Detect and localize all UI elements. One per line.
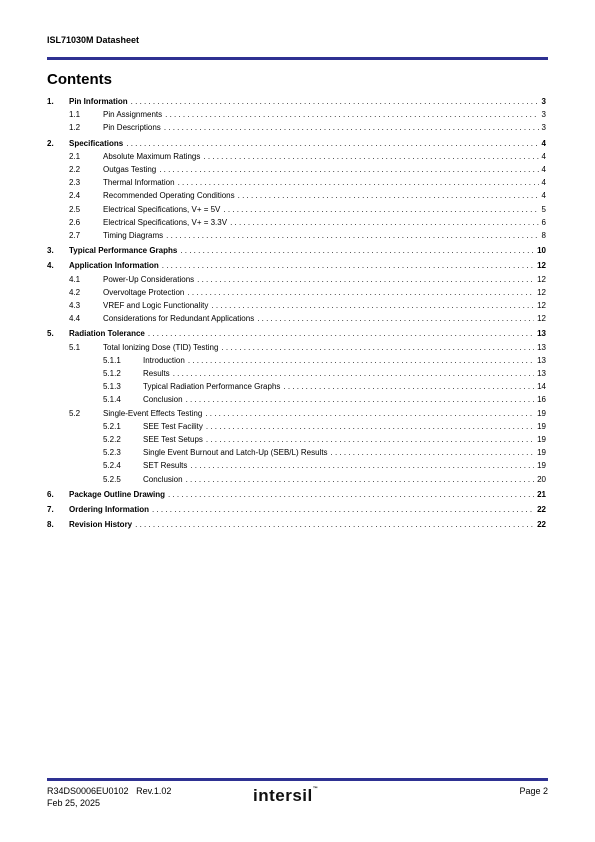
toc-entry[interactable] xyxy=(47,204,546,216)
toc-entry-number: 2.4 xyxy=(69,191,81,201)
toc-entry-number: 5.2.2 xyxy=(103,435,121,444)
toc-leader-dots xyxy=(186,394,535,406)
toc-entry-number: 2.2 xyxy=(69,165,81,174)
toc-entry-title: Considerations for Redundant Applications xyxy=(103,314,255,324)
toc-leader-dots xyxy=(126,138,538,150)
toc-entry-title: Single Event Burnout and Latch-Up (SEB/L) Results xyxy=(143,448,328,458)
toc-entry-number: 2.7 xyxy=(69,231,81,240)
toc-entry[interactable] xyxy=(47,489,546,501)
logo-text: intersil xyxy=(253,786,313,805)
toc-entry-number: 2.5 xyxy=(69,204,81,214)
toc-entry-number: 2.3 xyxy=(69,178,81,188)
toc-entry[interactable] xyxy=(47,190,546,202)
toc-entry-page: 22 xyxy=(537,520,546,530)
toc-entry-number: 5.1.2 xyxy=(103,369,121,378)
toc-leader-dots xyxy=(211,300,534,312)
toc-leader-dots xyxy=(257,313,534,325)
toc-entry-page: 13 xyxy=(537,342,546,352)
intersil-logo xyxy=(253,786,318,806)
toc-entry-number: 5.2.1 xyxy=(103,421,121,431)
toc-entry-number: 5.1.1 xyxy=(103,355,121,365)
toc-entry-number: 4.3 xyxy=(69,301,81,310)
toc-entry-title: Power-Up Considerations xyxy=(103,274,195,284)
toc-leader-dots xyxy=(230,217,538,229)
toc-entry-number: 6. xyxy=(47,489,54,499)
toc-entry[interactable] xyxy=(47,504,546,516)
toc-entry-page: 19 xyxy=(537,408,546,418)
toc-entry-page: 3 xyxy=(541,97,546,106)
toc-entry-page: 12 xyxy=(537,274,546,284)
toc-leader-dots xyxy=(164,122,539,134)
toc-leader-dots xyxy=(206,421,534,433)
toc-entry-number: 2.1 xyxy=(69,151,81,161)
toc-entry-title: Recommended Operating Conditions xyxy=(103,191,235,201)
toc-entry-page: 5 xyxy=(541,204,546,214)
toc-entry-number: 7. xyxy=(47,505,54,514)
toc-entry[interactable] xyxy=(47,460,546,472)
toc-entry-page: 13 xyxy=(537,355,546,365)
toc-entry[interactable] xyxy=(47,313,546,325)
toc-leader-dots xyxy=(188,355,534,367)
toc-entry[interactable] xyxy=(47,300,546,312)
toc-entry-number: 2.6 xyxy=(69,217,81,227)
toc-entry[interactable] xyxy=(47,447,546,459)
toc-leader-dots xyxy=(238,190,539,202)
toc-entry[interactable] xyxy=(47,474,546,486)
toc-entry-page: 20 xyxy=(537,474,546,484)
toc-entry-number: 4. xyxy=(47,261,54,271)
toc-entry[interactable] xyxy=(47,408,546,420)
toc-entry-title: Revision History xyxy=(69,520,133,530)
toc-entry-title: Conclusion xyxy=(143,474,183,484)
toc-entry-page: 4 xyxy=(541,165,546,174)
toc-entry[interactable] xyxy=(47,519,546,531)
toc-entry-title: Pin Assignments xyxy=(103,110,163,120)
toc-entry-title: Total Ionizing Dose (TID) Testing xyxy=(103,342,219,352)
toc-entry-title: SEE Test Setups xyxy=(143,435,203,444)
toc-entry-number: 5.1.4 xyxy=(103,395,121,405)
toc-entry[interactable] xyxy=(47,434,546,446)
toc-entry-number: 5.1 xyxy=(69,342,81,352)
footer-doc-info xyxy=(47,785,171,809)
toc-entry-title: Typical Radiation Performance Graphs xyxy=(143,382,281,392)
document-title: ISL71030M Datasheet xyxy=(47,35,140,45)
toc-entry-page: 4 xyxy=(541,178,546,188)
toc-entry[interactable] xyxy=(47,230,546,242)
toc-entry-title: Thermal Information xyxy=(103,178,175,188)
toc-entry[interactable] xyxy=(47,381,546,393)
toc-entry-title: Results xyxy=(143,369,170,378)
toc-entry-page: 13 xyxy=(537,329,546,339)
toc-leader-dots xyxy=(135,519,534,531)
toc-leader-dots xyxy=(166,230,538,242)
toc-entry-page: 3 xyxy=(541,123,546,133)
toc-leader-dots xyxy=(165,109,538,121)
toc-entry-title: Single-Event Effects Testing xyxy=(103,408,203,418)
toc-entry-number: 8. xyxy=(47,520,54,530)
toc-entry-number: 3. xyxy=(47,246,54,256)
toc-entry-title: Electrical Specifications, V+ = 5V xyxy=(103,204,221,214)
toc-entry-page: 6 xyxy=(541,217,546,227)
toc-entry-page: 4 xyxy=(541,151,546,161)
toc-entry-number: 5.2 xyxy=(69,408,81,418)
toc-entry[interactable] xyxy=(47,260,546,272)
doc-number: R34DS0006EU0102 xyxy=(47,786,129,796)
page-number: Page 2 xyxy=(519,786,548,796)
doc-revision: Rev.1.02 xyxy=(136,786,172,796)
toc-entry-page: 19 xyxy=(537,448,546,458)
toc-entry-number: 4.1 xyxy=(69,274,81,284)
toc-entry-page: 14 xyxy=(537,382,546,392)
toc-entry-number: 1.1 xyxy=(69,110,81,120)
toc-entry-title: Application Information xyxy=(69,261,159,271)
toc-entry-title: SET Results xyxy=(143,461,188,471)
toc-entry[interactable] xyxy=(47,138,546,150)
footer-rule xyxy=(47,778,548,781)
toc-entry-page: 12 xyxy=(537,314,546,324)
toc-entry-title: Introduction xyxy=(143,355,185,365)
toc-entry[interactable] xyxy=(47,355,546,367)
toc-entry[interactable] xyxy=(47,177,546,189)
toc-leader-dots xyxy=(206,434,534,446)
toc-entry-page: 19 xyxy=(537,435,546,444)
toc-leader-dots xyxy=(223,204,538,216)
toc-entry-title: Pin Information xyxy=(69,97,128,106)
toc-leader-dots xyxy=(159,164,538,176)
toc-leader-dots xyxy=(180,245,534,257)
toc-entry-title: Absolute Maximum Ratings xyxy=(103,151,201,161)
toc-entry-page: 19 xyxy=(537,421,546,431)
toc-entry-number: 1.2 xyxy=(69,123,81,133)
header-rule xyxy=(47,57,548,60)
toc-entry[interactable] xyxy=(47,96,546,108)
toc-entry-page: 16 xyxy=(537,395,546,405)
toc-entry-number: 5.2.3 xyxy=(103,448,121,458)
toc-leader-dots xyxy=(168,489,534,501)
toc-entry[interactable] xyxy=(47,394,546,406)
toc-entry[interactable] xyxy=(47,245,546,257)
toc-entry-number: 5. xyxy=(47,329,54,339)
toc-entry-title: Specifications xyxy=(69,138,124,148)
toc-leader-dots xyxy=(197,274,534,286)
contents-heading: Contents xyxy=(47,71,112,88)
toc-entry-page: 12 xyxy=(537,287,546,297)
toc-entry[interactable] xyxy=(47,287,546,299)
toc-entry[interactable] xyxy=(47,328,546,340)
toc-entry-number: 5.1.3 xyxy=(103,382,121,392)
toc-leader-dots xyxy=(187,287,534,299)
toc-entry-page: 22 xyxy=(537,505,546,514)
toc-entry-title: Overvoltage Protection xyxy=(103,287,185,297)
toc-leader-dots xyxy=(186,474,535,486)
toc-leader-dots xyxy=(283,381,534,393)
toc-entry[interactable] xyxy=(47,109,546,121)
toc-leader-dots xyxy=(203,151,538,163)
toc-entry-page: 12 xyxy=(537,261,546,271)
toc-entry-page: 13 xyxy=(537,369,546,378)
toc-entry[interactable] xyxy=(47,421,546,433)
toc-entry-title: Typical Performance Graphs xyxy=(69,246,178,256)
toc-leader-dots xyxy=(221,342,534,354)
toc-leader-dots xyxy=(190,460,534,472)
toc-entry-page: 8 xyxy=(541,231,546,240)
toc-entry[interactable] xyxy=(47,368,546,380)
toc-leader-dots xyxy=(131,96,539,108)
toc-entry-page: 21 xyxy=(537,489,546,499)
toc-entry-title: Electrical Specifications, V+ = 3.3V xyxy=(103,217,228,227)
toc-entry-title: Timing Diagrams xyxy=(103,231,164,240)
toc-leader-dots xyxy=(152,504,534,516)
toc-entry-page: 10 xyxy=(537,246,546,256)
toc-entry-number: 2. xyxy=(47,138,54,148)
toc-entry-page: 19 xyxy=(537,461,546,471)
toc-entry-title: Package Outline Drawing xyxy=(69,489,166,499)
toc-leader-dots xyxy=(148,328,534,340)
toc-entry[interactable] xyxy=(47,274,546,286)
toc-leader-dots xyxy=(178,177,539,189)
toc-entry-title: Conclusion xyxy=(143,395,183,405)
toc-leader-dots xyxy=(173,368,534,380)
toc-leader-dots xyxy=(162,260,534,272)
toc-entry-page: 4 xyxy=(541,191,546,201)
toc-entry[interactable] xyxy=(47,164,546,176)
toc-entry[interactable] xyxy=(47,122,546,134)
toc-entry-number: 5.2.5 xyxy=(103,474,121,484)
toc-leader-dots xyxy=(331,447,535,459)
toc-entry-page: 3 xyxy=(541,110,546,120)
toc-entry-page: 12 xyxy=(537,301,546,310)
doc-date: Feb 25, 2025 xyxy=(47,798,101,808)
toc-entry-page: 4 xyxy=(541,138,546,148)
toc-entry[interactable] xyxy=(47,342,546,354)
toc-entry-title: Outgas Testing xyxy=(103,165,157,174)
toc-entry-title: Pin Descriptions xyxy=(103,123,161,133)
toc-entry-number: 5.2.4 xyxy=(103,461,121,471)
toc-leader-dots xyxy=(205,408,534,420)
toc-entry-title: Ordering Information xyxy=(69,505,149,514)
toc-entry-number: 4.2 xyxy=(69,287,81,297)
toc-entry-title: SEE Test Facility xyxy=(143,421,203,431)
toc-entry-number: 1. xyxy=(47,97,54,106)
toc-entry-number: 4.4 xyxy=(69,314,81,324)
toc-entry-title: VREF and Logic Functionality xyxy=(103,301,209,310)
toc-entry[interactable] xyxy=(47,217,546,229)
toc-entry[interactable] xyxy=(47,151,546,163)
logo-trademark: ™ xyxy=(312,786,319,792)
toc-entry-title: Radiation Tolerance xyxy=(69,329,145,339)
